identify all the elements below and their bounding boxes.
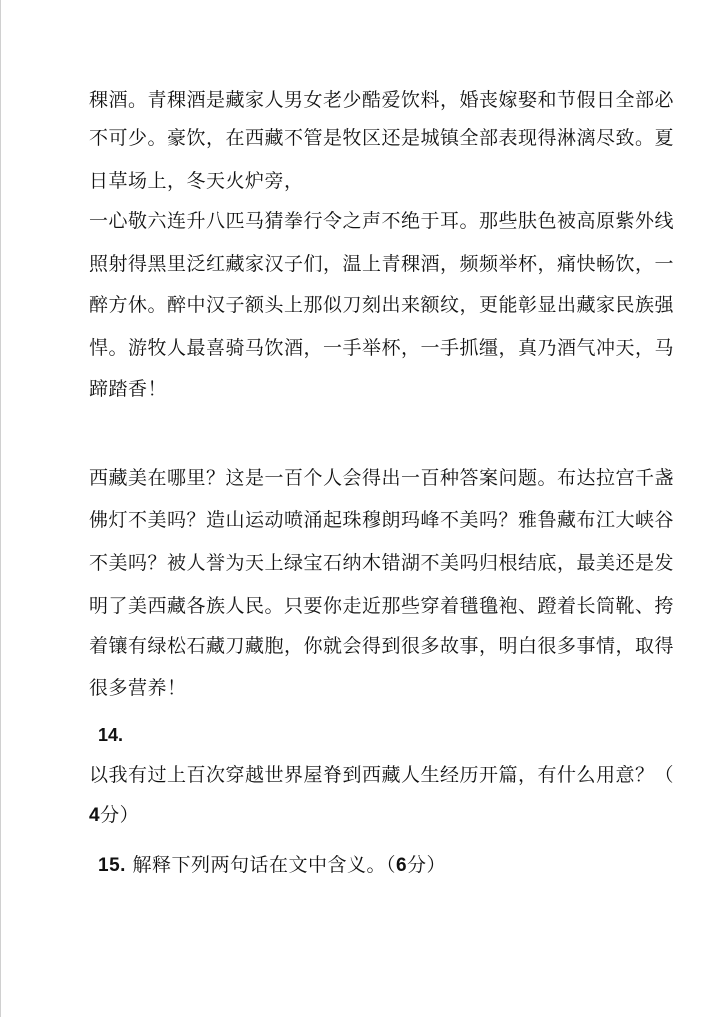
paragraph-2-line-5: 着镶有绿松石藏刀藏胞，你就会得到很多故事，明白很多事情，取得 bbox=[89, 635, 675, 657]
paragraph-1-line-4: 一心敬六连升八匹马猜拳行令之声不绝于耳。那些肤色被高原紫外线 bbox=[89, 210, 675, 232]
question-14-text-line-1: 以我有过上百次穿越世界屋脊到西藏人生经历开篇，有什么用意？（ bbox=[89, 764, 675, 786]
paragraph-2-line-4: 明了美西藏各族人民。只要你走近那些穿着氆氇袍、蹬着长筒靴、挎 bbox=[89, 595, 675, 617]
paragraph-1-line-2: 不可少。豪饮，在西藏不管是牧区还是城镇全部表现得淋漓尽致。夏 bbox=[89, 127, 675, 149]
question-15-number: 15. bbox=[98, 855, 126, 876]
paragraph-2-line-2: 佛灯不美吗？造山运动喷涌起珠穆朗玛峰不美吗？雅鲁藏布江大峡谷 bbox=[89, 509, 675, 531]
question-14-score: 4 bbox=[89, 805, 101, 826]
paragraph-1-line-7: 悍。游牧人最喜骑马饮酒，一手举杯，一手抓缰，真乃酒气冲天，马 bbox=[89, 337, 675, 359]
question-14-score-suffix: 分） bbox=[100, 804, 140, 826]
question-15-line bbox=[98, 853, 446, 878]
question-14-number: 14. bbox=[98, 725, 124, 745]
paragraph-2-line-3: 不美吗？被人誉为天上绿宝石纳木错湖不美吗归根结底，最美还是发 bbox=[89, 552, 675, 574]
question-15-score-suffix: 分） bbox=[407, 854, 447, 876]
question-15-text: 解释下列两句话在文中含义。（ bbox=[125, 854, 396, 876]
paragraph-2-line-6: 很多营养！ bbox=[89, 677, 187, 699]
paragraph-1-line-8: 蹄踏香！ bbox=[89, 378, 168, 400]
paragraph-1-line-3: 日草场上，冬天火炉旁， bbox=[89, 170, 304, 192]
paragraph-1-line-6: 醉方休。醉中汉子额头上那似刀刻出来额纹，更能彰显出藏家民族强 bbox=[89, 294, 675, 316]
question-14-text-line-2 bbox=[89, 803, 139, 828]
paragraph-1-line-5: 照射得黑里泛红藏家汉子们，温上青稞酒，频频举杯，痛快畅饮，一 bbox=[89, 253, 675, 275]
question-15-score: 6 bbox=[395, 855, 408, 876]
paragraph-1-line-1: 稞酒。青稞酒是藏家人男女老少酷爱饮料，婚丧嫁娶和节假日全部必 bbox=[89, 89, 675, 111]
paragraph-2-line-1: 西藏美在哪里？这是一百个人会得出一百种答案问题。布达拉宫千盏 bbox=[89, 467, 675, 489]
